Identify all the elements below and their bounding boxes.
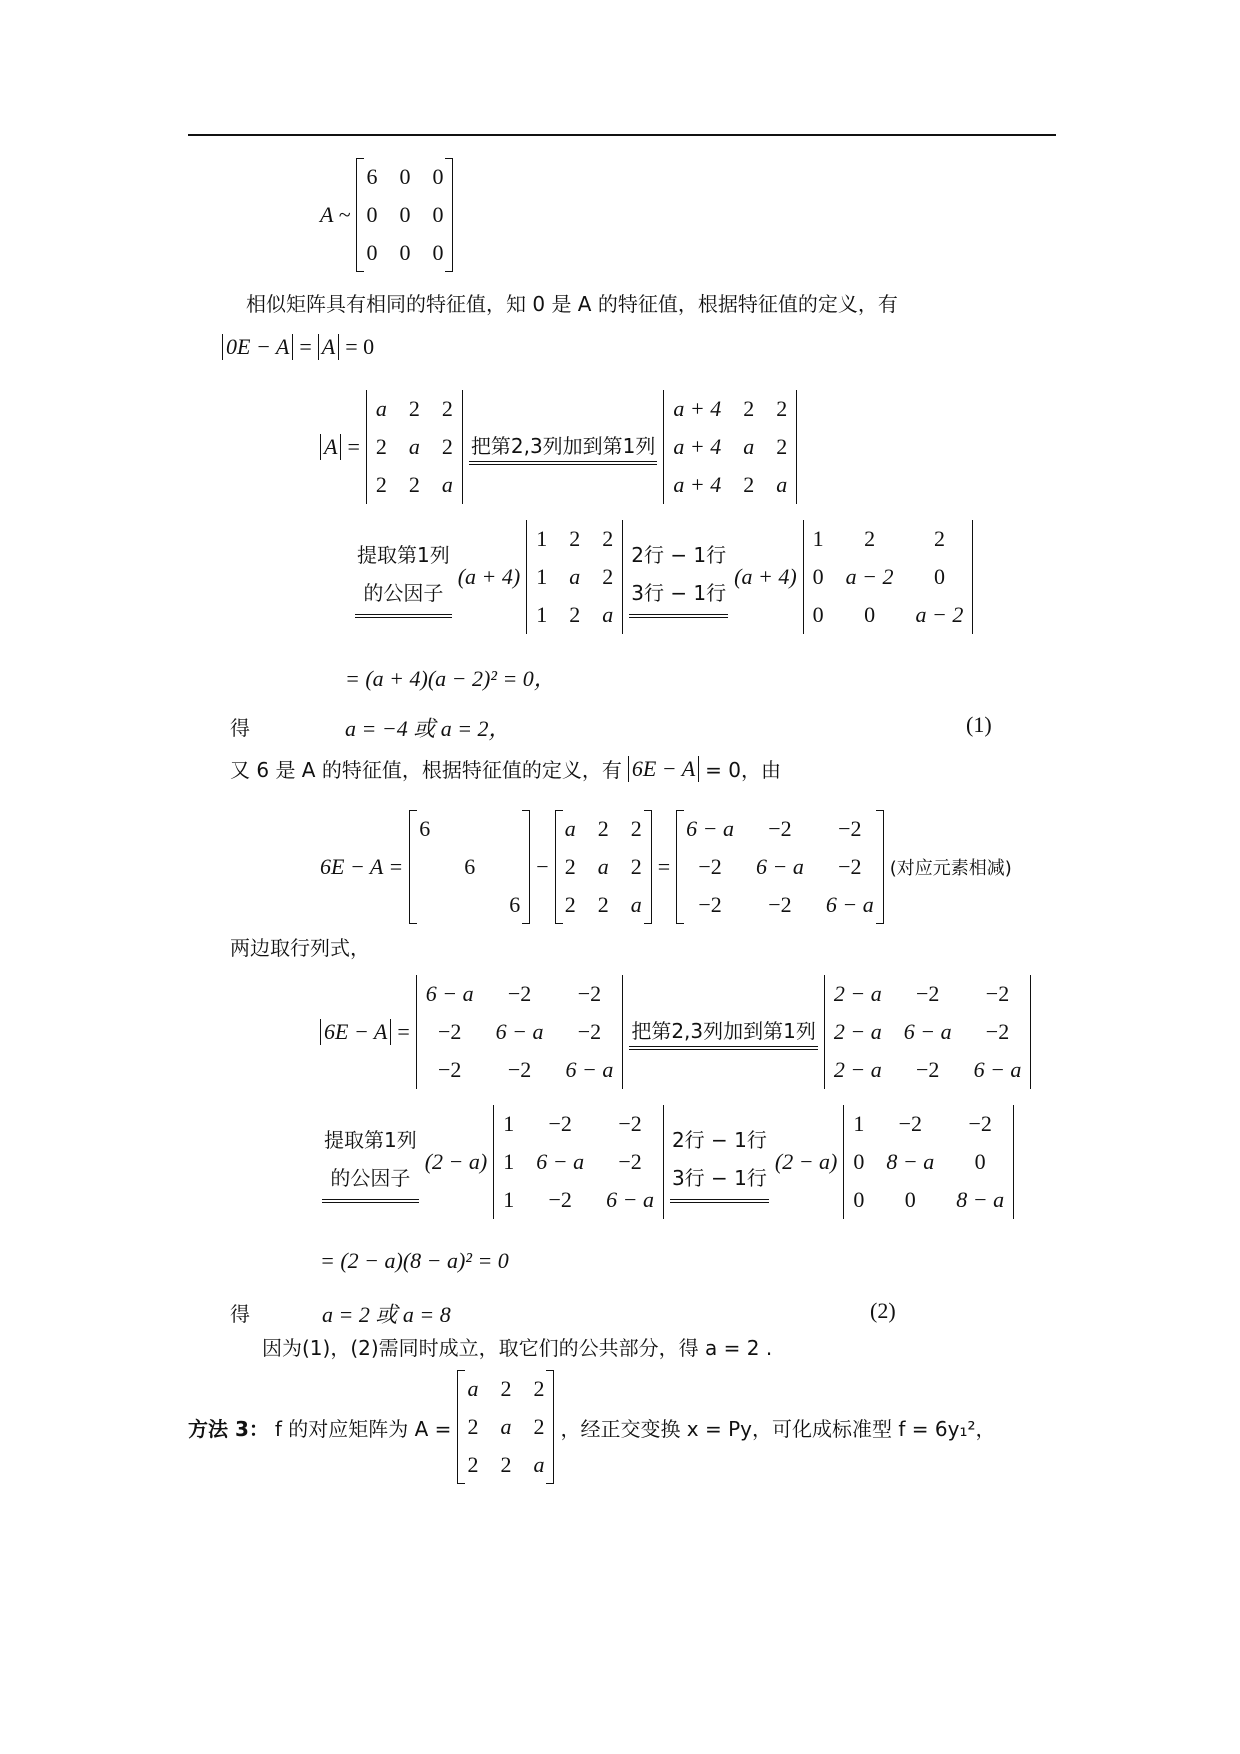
det-matrix-2-minus-a [824, 975, 1032, 1089]
equals-zero: = 0 [345, 334, 375, 359]
matrix-cell: 8 − a [886, 1149, 935, 1174]
matrix-cell: 2 [597, 816, 609, 841]
matrix-cell: a [467, 1376, 479, 1401]
detA-step2 [355, 520, 973, 634]
matrix-cell: a + 4 [673, 396, 722, 421]
matrix-cell: a [569, 564, 581, 589]
matrix-cell: 2 [500, 1452, 512, 1477]
similar-matrix-equation [320, 158, 453, 272]
method-3-text1: f 的对应矩阵为 A = [274, 1416, 452, 1441]
get-label-2: 得 [230, 1302, 250, 1326]
equals: = [657, 854, 671, 879]
matrix-cell: 6 [366, 164, 378, 189]
solution-1: a = −4 或 a = 2， [345, 716, 511, 741]
matrix-cell: 2 [375, 434, 387, 459]
matrix-cell: 2 [500, 1376, 512, 1401]
factor-a-plus-4: (a + 4) [457, 564, 521, 589]
equals: = [397, 1019, 410, 1044]
matrix-cell: 1 [503, 1187, 515, 1212]
matrix-cell: 1 [536, 602, 548, 627]
matrix-cell: 2 [408, 472, 420, 497]
det-matrix-ones [526, 520, 623, 634]
det-0E-minus-A: 0E − A [222, 334, 293, 360]
matrix-cell: 2 − a [833, 981, 882, 1006]
matrix-cell: 6 − a [686, 816, 734, 841]
matrix-cell: 1 [536, 526, 548, 551]
matrix-cell: −2 [507, 1057, 532, 1082]
get-label-1: 得 [230, 716, 250, 740]
matrix-cell: a − 2 [845, 564, 894, 589]
matrix-cell: 0 [904, 1187, 916, 1212]
matrix-cell: −2 [548, 1111, 572, 1136]
matrix-cell: 2 [933, 526, 945, 551]
column-op-label: 把第2,3列加到第1列 [469, 430, 658, 465]
matrix-cell: 2 [564, 854, 576, 879]
matrix-cell: a [776, 472, 788, 497]
matrix-cell: 0 [432, 202, 444, 227]
equation-tag-2: (2) [870, 1298, 896, 1323]
matrix-cell: −2 [985, 1019, 1010, 1044]
det-matrix-triangular [803, 520, 974, 634]
matrix-cell: 1 [503, 1149, 515, 1174]
matrix-cell [509, 814, 520, 844]
matrix-cell: 0 [864, 602, 876, 627]
matrix-cell: 2 [408, 396, 420, 421]
matrix-cell: a [533, 1452, 545, 1477]
result-2: = (2 − a)(8 − a)² = 0 [320, 1248, 509, 1273]
factor-2-minus-a: (2 − a) [774, 1149, 838, 1174]
matrix-cell: 1 [536, 564, 548, 589]
matrix-6E-minus-A [676, 810, 884, 924]
paragraph-similar-eigen: 相似矩阵具有相同的特征值，知 0 是 A 的特征值，根据特征值的定义，有 [246, 292, 898, 316]
matrix-cell: 0 [399, 164, 411, 189]
detA-equation [320, 390, 797, 504]
det-zero-equation [222, 334, 374, 360]
matrix-cell: 0 [432, 164, 444, 189]
det6E-step2 [322, 1105, 1014, 1219]
matrix-A [555, 810, 652, 924]
matrix-cell: 1 [812, 526, 824, 551]
matrix-cell: −2 [915, 981, 940, 1006]
matrix-cell: 2 [441, 396, 453, 421]
matrix-cell: −2 [577, 981, 602, 1006]
matrix-cell: a [602, 602, 614, 627]
matrix-cell: −2 [768, 892, 792, 917]
conclusion: 因为(1)，(2)需同时成立，取它们的公共部分，得 a = 2 . [262, 1336, 773, 1360]
matrix-cell [419, 852, 430, 882]
matrix-cell: a + 4 [673, 434, 722, 459]
matrix-cell: 2 [569, 602, 581, 627]
matrix-cell: −2 [838, 816, 862, 841]
matrix-cell: 2 [776, 434, 788, 459]
minus: − [536, 854, 549, 879]
matrix-cell: 6 [464, 854, 476, 879]
matrix-cell: 6 − a [536, 1149, 585, 1174]
method-3-text2: ，经正交变换 x = Py，可化成标准型 f = 6y₁²， [560, 1416, 996, 1441]
det-A: A [318, 334, 339, 360]
column-op-label: 把第2,3列加到第1列 [629, 1015, 818, 1050]
matrix-cell: 8 − a [956, 1187, 1005, 1212]
row-op-label: 2行 − 1行 3行 − 1行 [670, 1121, 769, 1203]
matrix-cell: 0 [366, 202, 378, 227]
matrix-cell: a [441, 472, 453, 497]
elementwise-note: (对应元素相减) [889, 858, 1012, 879]
matrix-cell: 2 [864, 526, 876, 551]
matrix-cell [464, 890, 475, 920]
detA-lhs: A [320, 434, 341, 460]
row-op-label: 2行 − 1行 3行 − 1行 [629, 536, 728, 618]
matrix-cell: 2 − a [833, 1019, 882, 1044]
matrix-cell: 1 [853, 1111, 865, 1136]
matrix-cell: 2 [533, 1376, 545, 1401]
matrix-cell: 2 [569, 526, 581, 551]
matrix-cell: −2 [577, 1019, 602, 1044]
matrix-cell: 0 [399, 202, 411, 227]
det-matrix-6E-minus-A [416, 975, 624, 1089]
equals: = [299, 334, 312, 359]
det6E-lhs: 6E − A [320, 1019, 391, 1045]
matrix-cell: 2 [776, 396, 788, 421]
equation-tag-1: (1) [966, 712, 992, 737]
matrix-cell: 0 [974, 1149, 986, 1174]
matrix-cell: −2 [985, 981, 1010, 1006]
matrix-cell: −2 [618, 1111, 642, 1136]
diag-matrix [356, 158, 453, 272]
matrix-cell: −2 [698, 892, 722, 917]
matrix-6E [409, 810, 530, 924]
matrix-cell: a − 2 [915, 602, 964, 627]
matrix-cell: 2 [602, 564, 614, 589]
matrix-cell: a [500, 1414, 512, 1439]
matrix-cell: −2 [507, 981, 532, 1006]
matrix-cell: −2 [698, 854, 722, 879]
method-3 [188, 1370, 995, 1484]
matrix-cell: 2 [630, 816, 642, 841]
matrix-cell: 1 [503, 1111, 515, 1136]
matrix-cell: 0 [853, 1149, 865, 1174]
matrix-cell: 6 [419, 816, 431, 841]
extract-factor-label: 提取第1列 的公因子 [322, 1121, 419, 1203]
matrix-cell: 2 [441, 434, 453, 459]
matrix-cell: 6 − a [825, 892, 874, 917]
para2-text: 又 6 是 A 的特征值，根据特征值的定义，有 [230, 758, 622, 782]
matrix-cell: 0 [366, 240, 378, 265]
det-matrix-a [366, 390, 463, 504]
matrix-cell: 6 − a [495, 1019, 544, 1044]
det-matrix-ones [493, 1105, 664, 1219]
matrix-cell: 0 [432, 240, 444, 265]
para2-tail: = 0，由 [705, 758, 782, 782]
factor-a-plus-4: (a + 4) [734, 564, 797, 589]
matrix-cell: 0 [812, 602, 824, 627]
matrix-cell: 0 [933, 564, 945, 589]
matrix-cell: 2 [564, 892, 576, 917]
matrix-cell: a [597, 854, 609, 879]
result-1: = (a + 4)(a − 2)² = 0， [345, 666, 556, 691]
det6E-equation [320, 975, 1031, 1089]
matrix-cell: a [743, 434, 755, 459]
matrix-cell: 2 [597, 892, 609, 917]
det-matrix-triangular [843, 1105, 1014, 1219]
6E-minus-A-equation [320, 810, 1012, 924]
matrix-cell: −2 [968, 1111, 992, 1136]
matrix-cell: 0 [399, 240, 411, 265]
matrix-cell: a + 4 [673, 472, 722, 497]
matrix-cell [509, 852, 520, 882]
matrix-cell: 2 [630, 854, 642, 879]
factor-2-minus-a: (2 − a) [424, 1149, 488, 1174]
matrix-cell: −2 [768, 816, 792, 841]
matrix-cell: 6 − a [565, 1057, 614, 1082]
matrix-cell: a [564, 816, 576, 841]
matrix-cell: 2 [533, 1414, 545, 1439]
paragraph-take-det: 两边取行列式， [230, 936, 370, 960]
6E-lhs: 6E − A = [320, 854, 404, 879]
matrix-A-method3 [457, 1370, 554, 1484]
matrix-cell: −2 [437, 1057, 462, 1082]
matrix-cell: 6 [509, 892, 521, 917]
matrix-cell: a [375, 396, 387, 421]
matrix-cell: −2 [838, 854, 862, 879]
matrix-cell [464, 814, 475, 844]
similar-lhs: A ~ [320, 202, 351, 227]
solution-2: a = 2 或 a = 8 [322, 1302, 451, 1327]
matrix-cell: 6 − a [973, 1057, 1022, 1082]
matrix-cell: 2 [743, 396, 755, 421]
matrix-cell: −2 [618, 1149, 642, 1174]
header-rule [188, 134, 1056, 136]
matrix-cell: 2 [602, 526, 614, 551]
matrix-cell: −2 [548, 1187, 572, 1212]
det-matrix-a-plus-4 [663, 390, 797, 504]
matrix-cell: a [408, 434, 420, 459]
matrix-cell: −2 [437, 1019, 462, 1044]
matrix-cell: 6 − a [903, 1019, 952, 1044]
equals: = [347, 434, 360, 459]
paragraph-6-eigen [230, 754, 781, 783]
method-3-label: 方法 3： [188, 1416, 269, 1441]
matrix-cell: −2 [898, 1111, 923, 1136]
matrix-cell: 0 [853, 1187, 865, 1212]
matrix-cell: 6 − a [755, 854, 804, 879]
matrix-cell: 2 [467, 1414, 479, 1439]
matrix-cell [419, 890, 430, 920]
matrix-cell: 2 [467, 1452, 479, 1477]
matrix-cell: a [630, 892, 642, 917]
matrix-cell: 2 − a [833, 1057, 882, 1082]
matrix-cell: 2 [375, 472, 387, 497]
extract-factor-label: 提取第1列 的公因子 [355, 536, 452, 618]
matrix-cell: 2 [743, 472, 755, 497]
matrix-cell: 0 [812, 564, 824, 589]
matrix-cell: 6 − a [425, 981, 474, 1006]
det-6E-minus-A: 6E − A [628, 756, 699, 782]
matrix-cell: −2 [915, 1057, 940, 1082]
matrix-cell: 6 − a [606, 1187, 654, 1212]
